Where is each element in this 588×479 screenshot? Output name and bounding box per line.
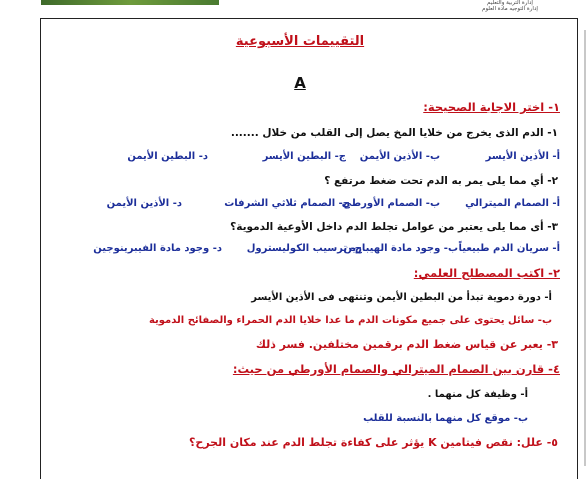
q2-item-b: ب- سائل يحتوى على جميع مكونات الدم ما عدا خلايا الدم الحمراء والصفائح الدموية bbox=[148, 315, 552, 326]
model-label: A bbox=[294, 74, 306, 92]
q1-3-option-d: د- وجود مادة الفيبرينوجين bbox=[93, 243, 222, 254]
q1-3-option-b: ب- وجود مادة الهيبارين bbox=[343, 243, 458, 254]
q1-2-option-a: أ- الصمام الميترالي bbox=[465, 198, 560, 209]
q4-item-a: أ- وظيفة كل منهما . bbox=[427, 389, 528, 400]
q1-item-3: ٣- أى مما يلى يعتبر من عوامل تجلط الدم داخل الأوعية الدموية؟ bbox=[230, 221, 558, 233]
q3-text: ٣- يعبر عن قياس ضغط الدم برقمين مختلفين. فسر ذلك bbox=[255, 338, 558, 351]
q4-heading: ٤- قارن بين الصمام الميترالي والصمام الأورطي من حيث: bbox=[232, 362, 560, 376]
q1-1-option-c: ج- البطين الأيسر bbox=[262, 151, 346, 162]
q1-1-option-a: أ- الأذين الأيسر bbox=[485, 151, 560, 162]
q1-item-1: ١- الدم الذى يخرج من خلايا المخ يصل إلى القلب من خلال ....... bbox=[230, 127, 558, 139]
q4-item-b: ب- موقع كل منهما بالنسبة للقلب bbox=[363, 413, 528, 424]
q1-3-option-c: ج- ترسيب الكوليسترول bbox=[246, 243, 362, 254]
header-image bbox=[41, 0, 219, 5]
page-title: التقييمات الأسبوعية bbox=[235, 34, 365, 49]
q1-3-option-a: أ- سريان الدم طبيعياً bbox=[458, 243, 560, 254]
q1-2-option-c: ج- الصمام ثلاثي الشرفات bbox=[224, 198, 350, 209]
logo-line-1: إدارة التربية والتعليم bbox=[487, 0, 533, 6]
q1-2-option-b: ب- الصمام الأورطي bbox=[341, 198, 440, 209]
q1-2-option-d: د- الأذين الأيمن bbox=[106, 198, 182, 209]
q1-1-option-b: ب- الأذين الأيمن bbox=[359, 151, 440, 162]
q1-1-option-d: د- البطين الأيمن bbox=[127, 151, 208, 162]
q1-heading: ١- اختر الاجابة الصحيحة: bbox=[423, 100, 560, 114]
page-shadow bbox=[584, 30, 586, 466]
q2-heading: ٢- اكتب المصطلح العلمي: bbox=[413, 266, 560, 280]
q2-item-a: أ- دورة دموية تبدأ من البطين الأيمن وتنتهى فى الأذين الأيسر bbox=[251, 292, 552, 303]
q1-item-2: ٢- أي مما يلى يمر به الدم تحت ضغط مرتفع ؟ bbox=[324, 175, 558, 187]
q5-text: ٥- علل: نقص فيتامين K يؤثر على كفاءة تجلط الدم عند مكان الجرح؟ bbox=[189, 436, 558, 449]
logo-line-2: إدارة التوجيه مادة العلوم bbox=[482, 6, 538, 12]
ministry-logo bbox=[470, 0, 550, 14]
